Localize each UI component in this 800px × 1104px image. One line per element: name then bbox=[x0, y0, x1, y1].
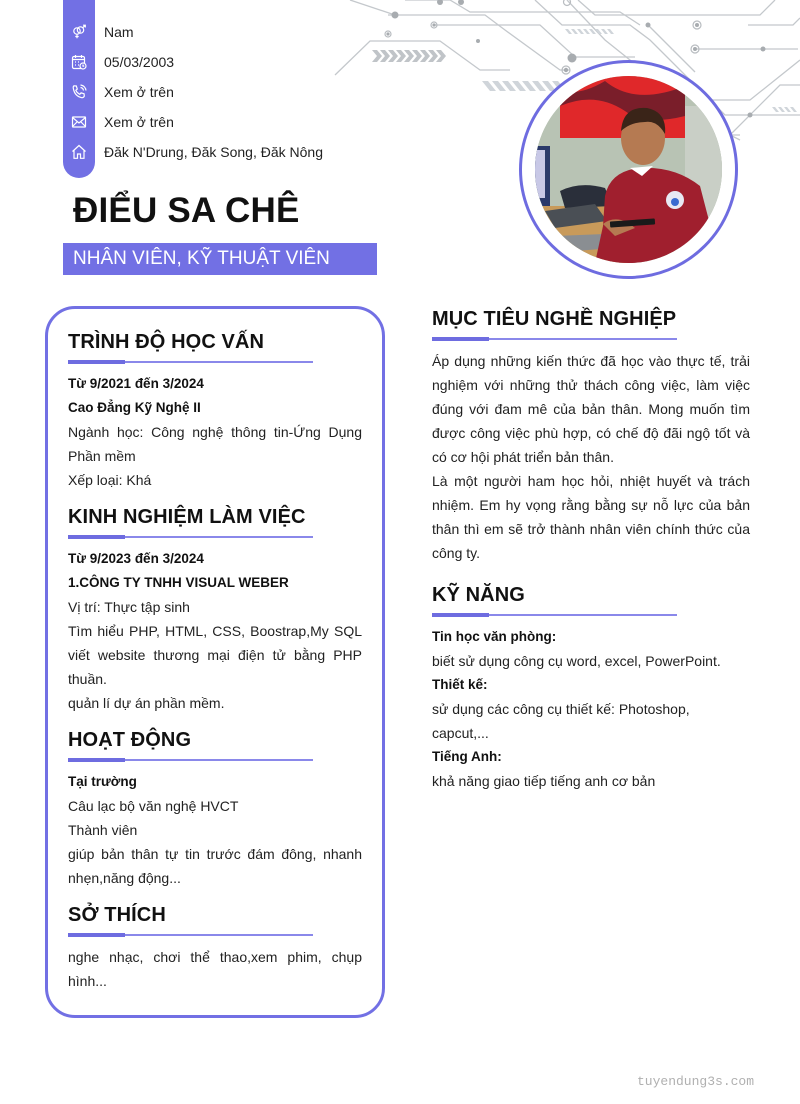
experience-extra: quản lí dự án phần mềm. bbox=[68, 695, 225, 711]
contact-phone bbox=[63, 77, 323, 107]
avatar-ring bbox=[519, 60, 738, 279]
experience-heading: KINH NGHIỆM LÀM VIỆC bbox=[68, 506, 306, 528]
gender-value: Nam bbox=[104, 24, 134, 40]
activities-place: Tại trường bbox=[68, 774, 137, 789]
skills-section bbox=[432, 584, 750, 793]
contact-birthday bbox=[63, 47, 323, 77]
experience-company: 1.CÔNG TY TNHH VISUAL WEBER bbox=[68, 575, 289, 590]
objective-heading: MỤC TIÊU NGHỀ NGHIỆP bbox=[432, 308, 677, 330]
objective-section bbox=[432, 308, 750, 565]
activities-description: giúp bản thân tự tin trước đám đông, nhanh nhẹn,năng động... bbox=[68, 846, 362, 886]
skill-label: Tiếng Anh: bbox=[432, 749, 502, 764]
skill-value: biết sử dụng công cụ word, excel, PowerPoint. bbox=[432, 653, 721, 669]
education-major: Ngành học: Công nghệ thông tin-Ứng Dụng Phần mềm bbox=[68, 424, 362, 464]
education-rank: Xếp loại: Khá bbox=[68, 472, 152, 488]
education-school: Cao Đẳng Kỹ Nghệ II bbox=[68, 400, 201, 415]
watermark: tuyendung3s.com bbox=[637, 1074, 755, 1089]
contact-email bbox=[63, 107, 323, 137]
heading-underline bbox=[68, 933, 313, 937]
experience-section bbox=[68, 506, 362, 715]
experience-description: Tìm hiểu PHP, HTML, CSS, Boostrap,My SQL viết website thương mại điện tử bằng PHP thuần. bbox=[68, 623, 362, 687]
heading-underline bbox=[68, 535, 313, 539]
activities-role: Thành viên bbox=[68, 822, 138, 838]
portrait-image bbox=[535, 76, 722, 263]
job-title-banner: NHÂN VIÊN, KỸ THUẬT VIÊN bbox=[63, 243, 377, 275]
education-period: Từ 9/2021 đến 3/2024 bbox=[68, 376, 204, 391]
hobbies-description: nghe nhạc, chơi thể thao,xem phim, chụp hình... bbox=[68, 949, 362, 989]
calendar-icon bbox=[63, 54, 95, 70]
skill-label: Tin học văn phòng: bbox=[432, 629, 557, 644]
email-value[interactable]: Xem ở trên bbox=[104, 114, 174, 130]
experience-position: Vị trí: Thực tập sinh bbox=[68, 599, 190, 615]
avatar-photo bbox=[535, 76, 722, 263]
contact-address bbox=[63, 137, 323, 167]
heading-underline bbox=[432, 613, 677, 617]
experience-period: Từ 9/2023 đến 3/2024 bbox=[68, 551, 204, 566]
skill-value: khả năng giao tiếp tiếng anh cơ bản bbox=[432, 773, 656, 789]
phone-icon bbox=[63, 84, 95, 100]
gender-icon bbox=[63, 24, 95, 40]
objective-paragraph-1: Áp dụng những kiến thức đã học vào thực tế, trải nghiệm với những thử thách công việc, làm việc đúng với đam mê của bản thân. Mong muốn tìm được công việc phù hợp, có chế độ đãi ngộ tốt và có cơ hội phát triển bản thân. bbox=[432, 353, 750, 465]
phone-value[interactable]: Xem ở trên bbox=[104, 84, 174, 100]
heading-underline bbox=[68, 360, 313, 364]
heading-underline bbox=[68, 758, 313, 762]
contact-gender bbox=[63, 17, 323, 47]
heading-underline bbox=[432, 337, 677, 341]
skills-heading: KỸ NĂNG bbox=[432, 584, 525, 606]
hobbies-heading: SỞ THÍCH bbox=[68, 904, 166, 926]
birthday-value: 05/03/2003 bbox=[104, 54, 175, 70]
objective-paragraph-2: Là một người ham học hỏi, nhiệt huyết và trách nhiệm. Em hy vọng rằng bằng sự nỗ lực của bản thân thì em sẽ trở thành nhân viên chính thức của công ty. bbox=[432, 473, 750, 561]
skill-value: sử dụng các công cụ thiết kế: Photoshop, capcut,... bbox=[432, 701, 690, 741]
mail-icon bbox=[63, 114, 95, 130]
contact-list bbox=[63, 17, 323, 167]
activities-section bbox=[68, 729, 362, 890]
skill-label: Thiết kế: bbox=[432, 677, 488, 692]
hobbies-section bbox=[68, 904, 362, 993]
address-value: Đăk N'Drung, Đăk Song, Đăk Nông bbox=[104, 144, 323, 160]
education-section bbox=[68, 331, 362, 492]
activities-heading: HOẠT ĐỘNG bbox=[68, 729, 192, 751]
candidate-name: ĐIỂU SA CHÊ bbox=[73, 191, 300, 230]
activities-club: Câu lạc bộ văn nghệ HVCT bbox=[68, 798, 239, 814]
education-heading: TRÌNH ĐỘ HỌC VẤN bbox=[68, 331, 265, 353]
home-icon bbox=[63, 144, 95, 160]
